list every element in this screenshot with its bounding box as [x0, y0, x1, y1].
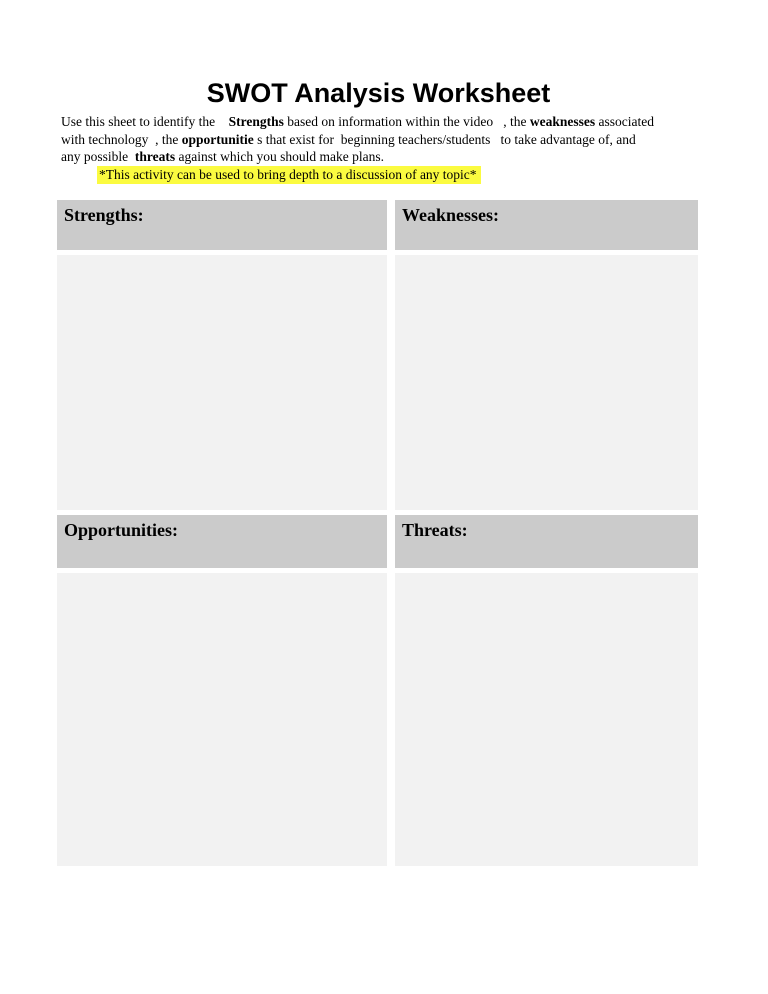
intro-paragraph	[61, 113, 700, 166]
note-line	[97, 166, 700, 184]
threats-label: Threats:	[402, 519, 468, 540]
page-title: SWOT Analysis Worksheet	[206, 78, 551, 108]
opportunities-header-cell	[57, 515, 387, 568]
highlighted-note: *This activity can be used to bring depth to a discussion of any topic*	[97, 166, 481, 184]
weaknesses-label: Weaknesses:	[402, 204, 500, 225]
threats-header-cell	[395, 515, 698, 568]
strengths-label: Strengths:	[64, 204, 144, 225]
swot-table	[57, 200, 700, 866]
opportunities-label: Opportunities:	[64, 519, 179, 540]
intro-line: any possible threats against which you should make plans.	[61, 149, 384, 164]
strengths-input-cell[interactable]	[57, 255, 387, 510]
strengths-header-cell	[57, 200, 387, 250]
intro-line: with technology , the opportunitie s that exist for beginning teachers/students to take advantage of, and	[61, 131, 636, 147]
intro-line: Use this sheet to identify the Strengths based on information within the video , the weaknesses associated	[61, 114, 654, 129]
opportunities-input-cell[interactable]	[57, 573, 387, 866]
weaknesses-input-cell[interactable]	[395, 255, 698, 510]
weaknesses-header-cell	[395, 200, 698, 250]
threats-input-cell[interactable]	[395, 573, 698, 866]
